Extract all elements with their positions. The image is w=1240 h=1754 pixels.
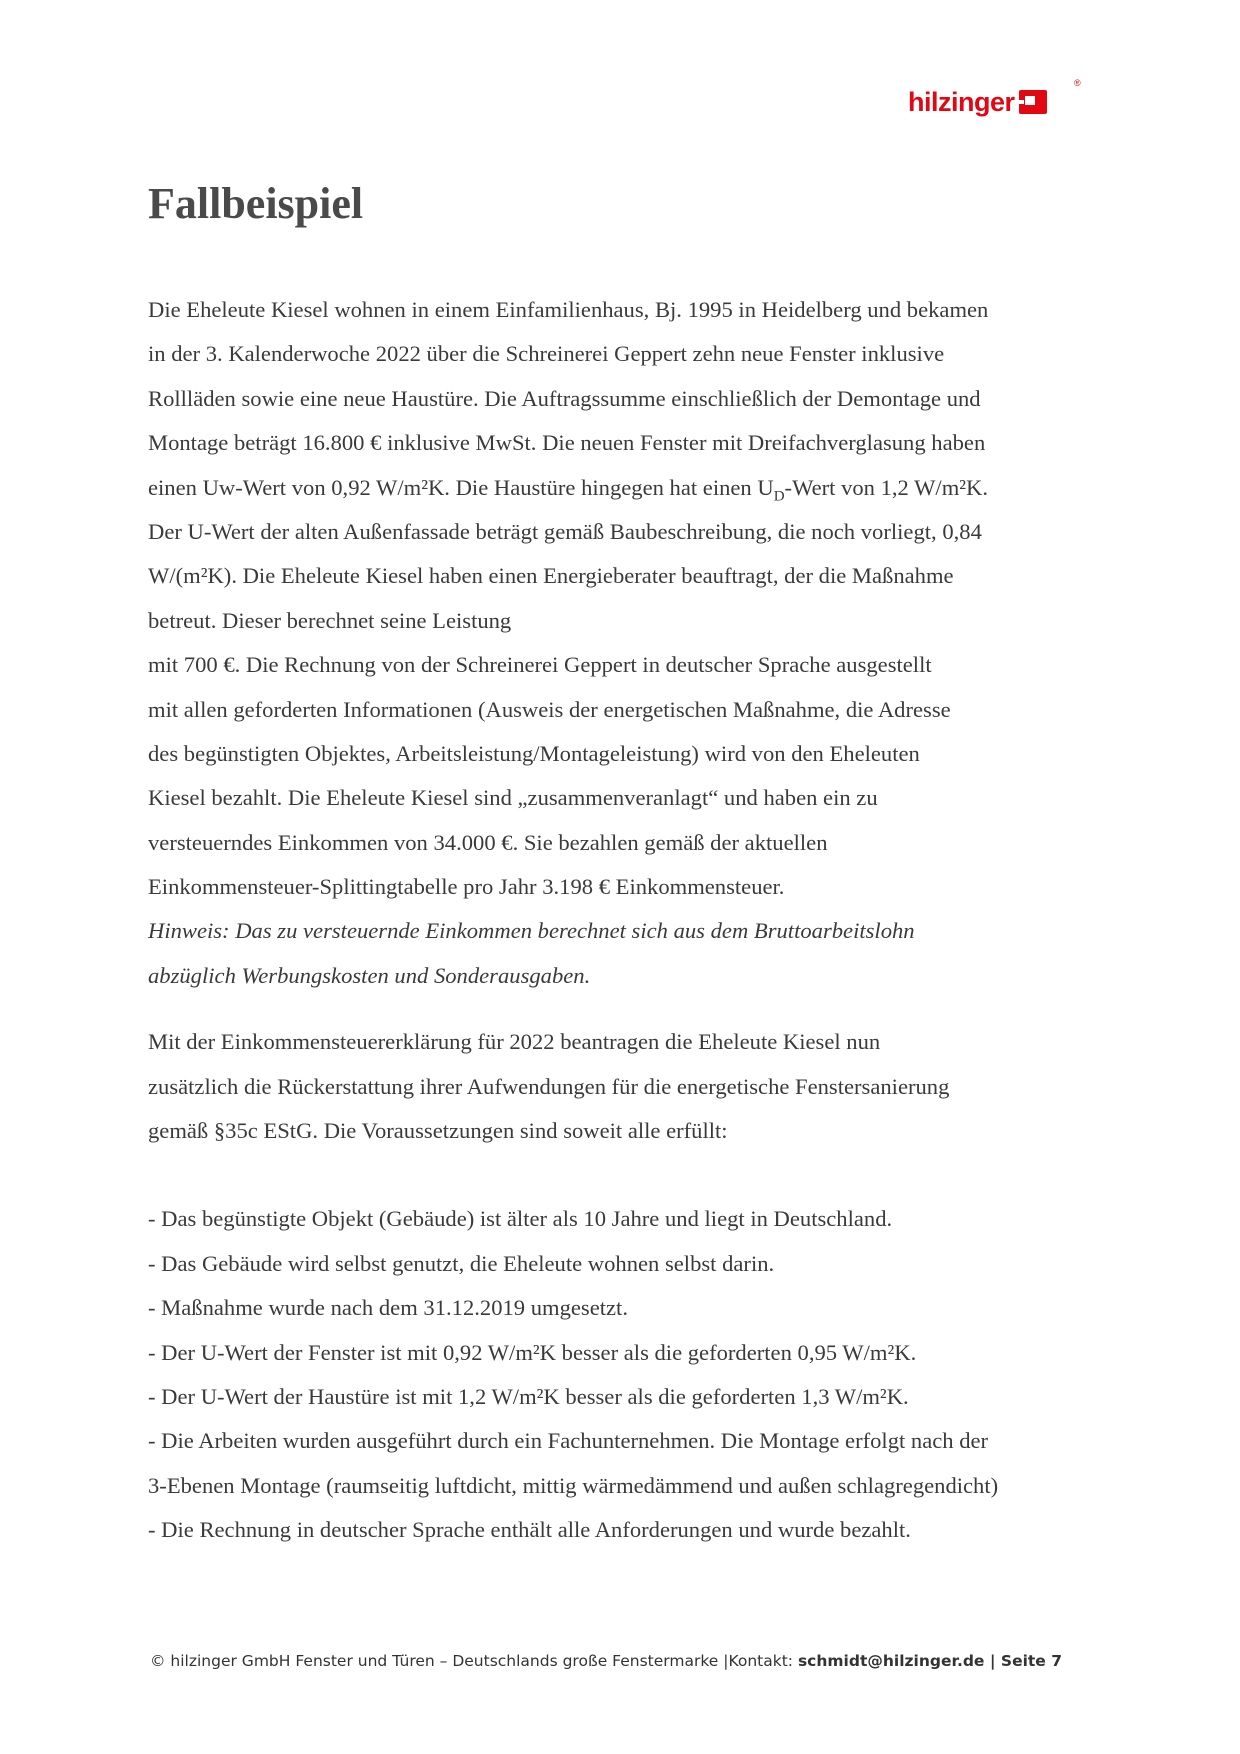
company-logo	[908, 78, 1081, 122]
ud-subscript: D	[773, 488, 785, 505]
text-line: betreut. Dieser berechnet seine Leistung	[148, 607, 512, 633]
text-line: Einkommensteuer-Splittingtabelle pro Jahr 3.198 € Einkommensteuer.	[148, 874, 785, 900]
text-line: mit allen geforderten Informationen (Ausweis der energetischen Maßnahme, die Adresse	[148, 696, 951, 722]
logo-registered-mark: ®	[1074, 78, 1081, 88]
text-line: Die Eheleute Kiesel wohnen in einem Einfamilienhaus, Bj. 1995 in Heidelberg und bekamen	[148, 297, 989, 322]
conditions-list	[148, 1197, 1098, 1552]
page-footer	[150, 1652, 1062, 1670]
hint-line: Hinweis: Das zu versteuernde Einkommen berechnet sich aus dem Bruttoarbeitslohn	[148, 918, 915, 944]
text-line: W/(m²K). Die Eheleute Kiesel haben einen Energieberater beauftragt, der die Maßnahme	[148, 563, 954, 589]
list-item: - Das Gebäude wird selbst genutzt, die Eheleute wohnen selbst darin.	[148, 1250, 775, 1276]
text-line: gemäß §35c EStG. Die Voraussetzungen sind soweit alle erfüllt:	[148, 1118, 728, 1144]
claim-paragraph	[148, 1020, 1098, 1153]
ud-text-before: einen Uw-Wert von 0,92 W/m²K. Die Haustüre hingegen hat einen U	[148, 474, 774, 500]
spacer	[148, 998, 1098, 1020]
text-line: Der U-Wert der alten Außenfassade beträgt gemäß Baubeschreibung, die noch vorliegt, 0,84	[148, 518, 982, 544]
text-line: zusätzlich die Rückerstattung ihrer Aufwendungen für die energetische Fenstersanierung	[148, 1073, 950, 1099]
footer-copyright: © hilzinger GmbH Fenster und Türen – Deutschlands große Fenstermarke |Kontakt:	[150, 1652, 798, 1670]
document-body	[148, 288, 1098, 1553]
list-item: - Der U-Wert der Fenster ist mit 0,92 W/m²K besser als die geforderten 0,95 W/m²K.	[148, 1339, 917, 1365]
spacer	[148, 1153, 1098, 1197]
text-line-ud-value	[148, 466, 1098, 510]
list-item: - Das begünstigte Objekt (Gebäude) ist älter als 10 Jahre und liegt in Deutschland.	[148, 1206, 893, 1232]
list-item: 3-Ebenen Montage (raumseitig luftdicht, mittig wärmedämmend und außen schlagregendicht)	[148, 1472, 999, 1498]
footer-page-number: Seite 7	[1000, 1652, 1062, 1670]
list-item: - Die Rechnung in deutscher Sprache enthält alle Anforderungen und wurde bezahlt.	[148, 1517, 911, 1543]
text-line: des begünstigten Objektes, Arbeitsleistung/Montageleistung) wird von den Eheleuten	[148, 740, 920, 766]
text-line: versteuerndes Einkommen von 34.000 €. Sie bezahlen gemäß der aktuellen	[148, 829, 828, 855]
text-line: Montage beträgt 16.800 € inklusive MwSt. Die neuen Fenster mit Dreifachverglasung haben	[148, 430, 986, 456]
logo-window-icon	[1018, 89, 1048, 115]
footer-email-link[interactable]: schmidt@hilzinger.de	[797, 1652, 985, 1670]
text-line: Kiesel bezahlt. Die Eheleute Kiesel sind „zusammenveranlagt“ und haben ein zu	[148, 785, 878, 811]
footer-separator: |	[984, 1652, 1001, 1670]
text-line: mit 700 €. Die Rechnung von der Schreinerei Geppert in deutscher Sprache ausgestellt	[148, 652, 932, 678]
list-item: - Die Arbeiten wurden ausgeführt durch ein Fachunternehmen. Die Montage erfolgt nach der	[148, 1428, 989, 1454]
logo-text: hilzinger	[908, 86, 1015, 117]
page-title: Fallbeispiel	[148, 179, 364, 228]
text-line: in der 3. Kalenderwoche 2022 über die Schreinerei Geppert zehn neue Fenster inklusive	[148, 341, 945, 367]
text-line: Rollläden sowie eine neue Haustüre. Die Auftragssumme einschließlich der Demontage und	[148, 385, 981, 411]
case-paragraph	[148, 288, 1098, 998]
ud-text-after: -Wert von 1,2 W/m²K.	[784, 474, 989, 500]
text-line: Mit der Einkommensteuererklärung für 2022 beantragen die Eheleute Kiesel nun	[148, 1029, 881, 1055]
list-item: - Maßnahme wurde nach dem 31.12.2019 umgesetzt.	[148, 1295, 628, 1321]
list-item: - Der U-Wert der Haustüre ist mit 1,2 W/m²K besser als die geforderten 1,3 W/m²K.	[148, 1383, 909, 1409]
hint-line: abzüglich Werbungskosten und Sonderausgaben.	[148, 962, 591, 988]
